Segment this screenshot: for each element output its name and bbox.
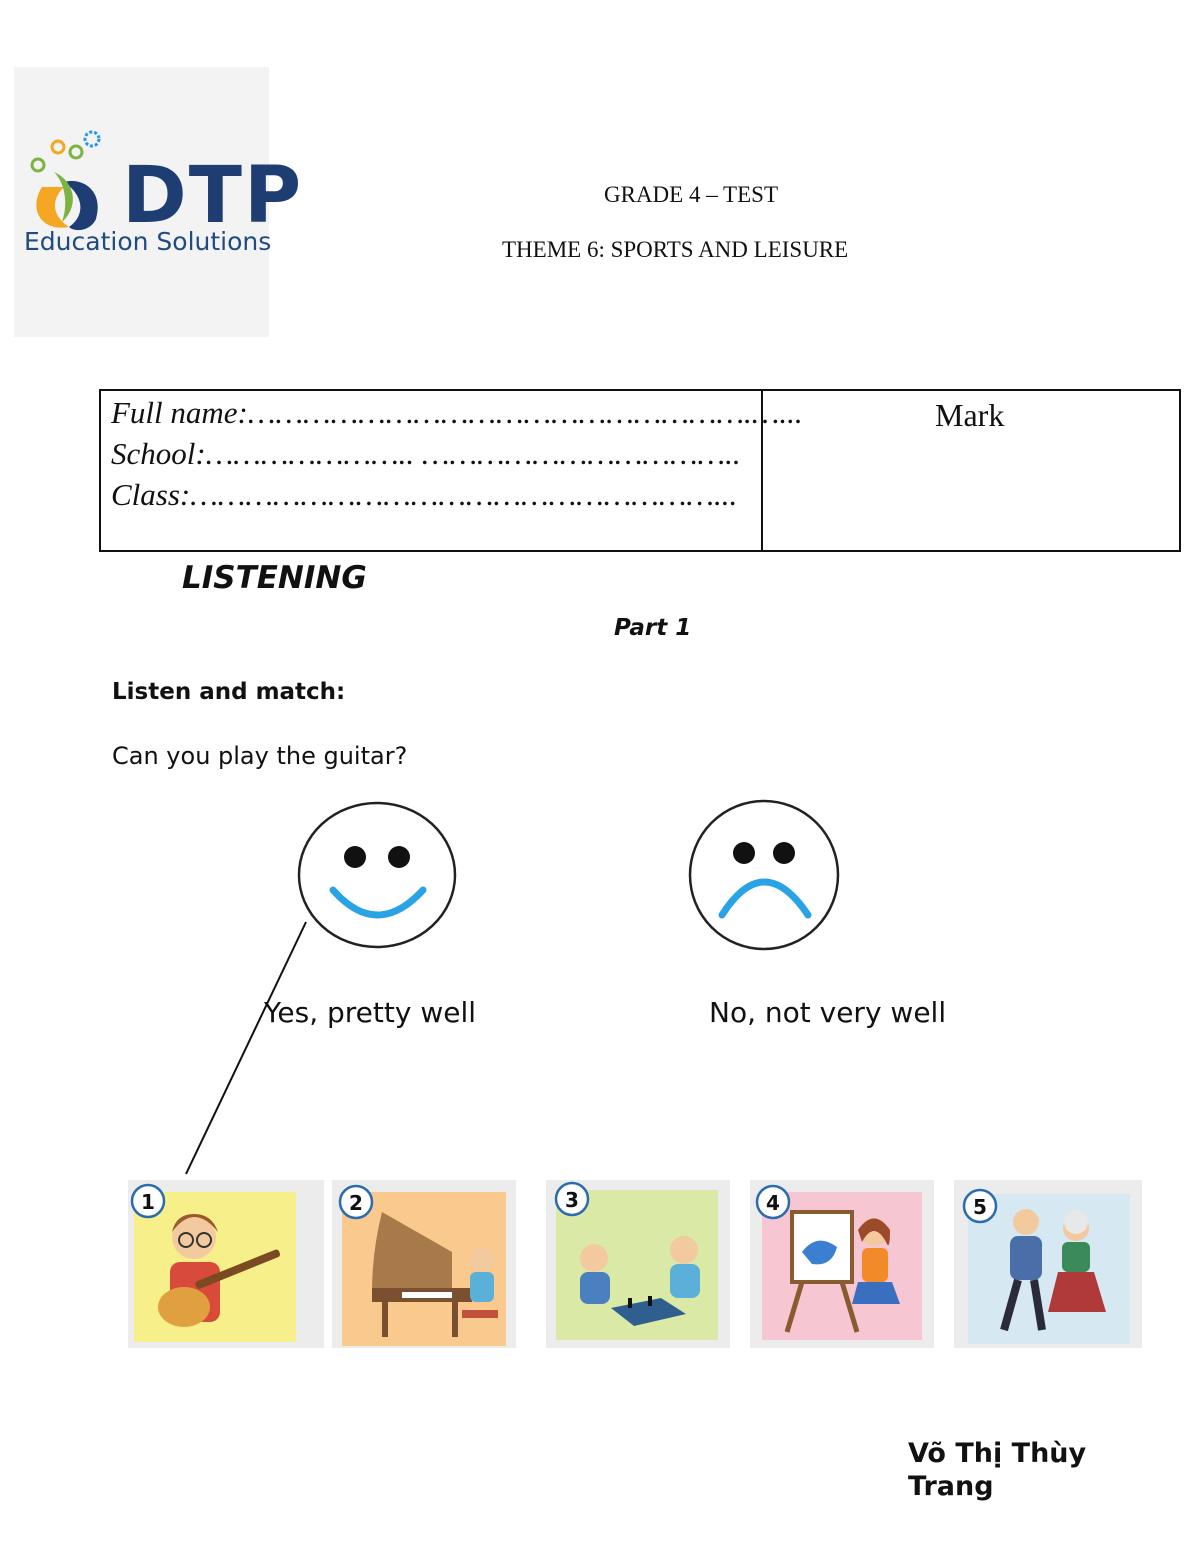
happy-face-icon[interactable] xyxy=(295,800,461,950)
dtp-logo xyxy=(14,67,304,337)
student-details-cell xyxy=(101,391,803,550)
class-field[interactable]: Class:…………………………………………………... xyxy=(111,477,738,512)
theme-title: THEME 6: SPORTS AND LEISURE xyxy=(502,237,849,262)
test-title: GRADE 4 – TEST xyxy=(604,182,778,207)
number-badge-1 xyxy=(130,1183,166,1219)
logo-subtitle: Education Solutions xyxy=(24,227,272,256)
number-badge-4 xyxy=(755,1184,791,1220)
number-badge-5 xyxy=(962,1188,998,1224)
number-label-2: 2 xyxy=(349,1191,363,1215)
number-badge-2 xyxy=(338,1184,374,1220)
number-label-4: 4 xyxy=(766,1191,780,1215)
instruction-text: Listen and match: xyxy=(112,679,346,705)
logo-brand-text: DTP xyxy=(122,151,304,241)
match-line xyxy=(180,918,315,1180)
section-title: LISTENING xyxy=(182,560,367,596)
full-name-field[interactable]: Full name:……………………………………………….…... xyxy=(111,395,803,430)
number-label-3: 3 xyxy=(565,1188,579,1212)
author-line-1: Võ Thị Thùy xyxy=(908,1438,1087,1469)
answer-yes: Yes, pretty well xyxy=(264,996,477,1029)
sad-face-icon[interactable] xyxy=(686,797,842,953)
number-badge-3 xyxy=(554,1181,590,1217)
mark-label: Mark xyxy=(935,397,1005,433)
number-label-5: 5 xyxy=(973,1195,987,1219)
author-line-2: Trang xyxy=(908,1471,994,1502)
logo-emblem-icon xyxy=(24,127,119,237)
school-field[interactable]: School:………………….. …………………………….. xyxy=(111,436,741,471)
number-label-1: 1 xyxy=(141,1190,155,1214)
part-title: Part 1 xyxy=(614,615,692,641)
answer-no: No, not very well xyxy=(709,996,947,1029)
student-info-table xyxy=(99,389,1181,552)
question-text: Can you play the guitar? xyxy=(112,742,408,770)
author-name xyxy=(908,1437,1086,1503)
